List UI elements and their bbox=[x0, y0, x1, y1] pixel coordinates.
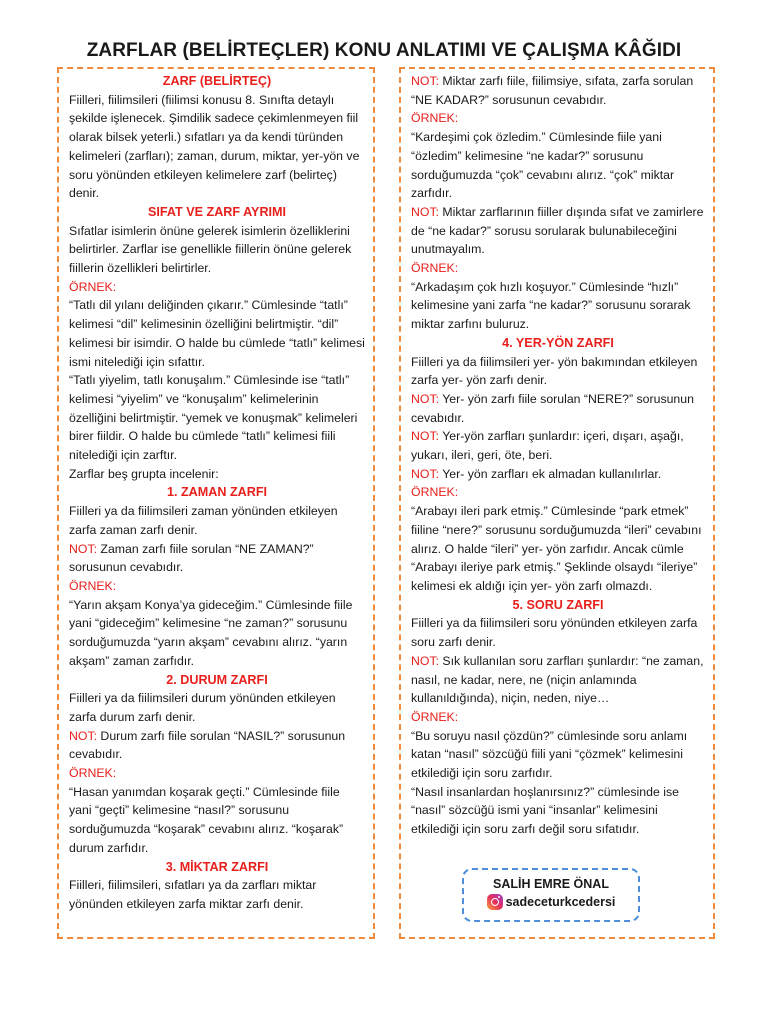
right-column bbox=[399, 67, 715, 939]
note-label: NOT: bbox=[69, 541, 98, 556]
note-text: Yer- yön zarfı fiile sorulan “NERE?” sorusunun cevabıdır. bbox=[411, 391, 694, 425]
note-text: Miktar zarfı fiile, fiilimsiye, sıfata, zarfa sorulan “NE KADAR?” sorusunun cevabıdır. bbox=[411, 74, 694, 107]
heading-miktar-zarfi: 3. MİKTAR ZARFI bbox=[165, 859, 269, 874]
paragraph-ayrim: Sıfatlar isimlerin önüne gelerek isimlerin özelliklerini belirtirler. Zarflar ise genellikle fiillerin önüne gelerek fiillerin özellikleri belirtirler. bbox=[69, 223, 352, 276]
note-label: NOT: bbox=[411, 653, 440, 668]
example-label: ÖRNEK: bbox=[69, 279, 117, 294]
note-soru-list bbox=[411, 652, 705, 708]
paragraph-groups: Zarflar beş grupta incelenir: bbox=[69, 466, 219, 481]
note-text: Sık kullanılan soru zarfları şunlardır: “ne zaman, nasıl, ne kadar, nere, ne (niçin anlamında kullanıldığında), niçin, neden, niye… bbox=[411, 653, 704, 706]
paragraph-zaman: Fiilleri ya da fiilimsileri zaman yönünden etkileyen zarfa zaman zarfı denir. bbox=[69, 504, 338, 537]
note-label: NOT: bbox=[411, 204, 440, 219]
note-yer-yon-question bbox=[411, 390, 705, 427]
note-miktar bbox=[411, 72, 705, 109]
heading-soru-zarfi: 5. SORU ZARFI bbox=[512, 597, 604, 612]
paragraph-durum: Fiilleri ya da fiilimsileri durum yönünden etkileyen zarfa durum zarfı denir. bbox=[69, 691, 336, 724]
paragraph-example-zaman: “Yarın akşam Konya’ya gideceğim.” Cümlesinde fiile yani “gideceğim” kelimesine “ne zaman?” sorusunu sorduğumuzda “yarın akşam” cevabını alırız. “yarın akşam” zaman zarfıdır. bbox=[69, 597, 353, 668]
instagram-handle: sadeceturkcedersi bbox=[505, 895, 616, 909]
note-text: Miktar zarflarının fiiller dışında sıfat ve zamirlere de “ne kadar?” sorusu sorularak bulunabileceğini unutmayalım. bbox=[411, 204, 704, 257]
note-label: NOT: bbox=[411, 429, 440, 444]
example-label: ÖRNEK: bbox=[411, 485, 459, 500]
example-label: ÖRNEK: bbox=[69, 766, 117, 781]
note-durum bbox=[69, 727, 365, 764]
paragraph-example-soru-sifati: “Nasıl insanlardan hoşlanırsınız?” cümlesinde ise “nasıl” sözcüğü ismi yani “insanlar” kelimesini etkilediği için soru zarfı değil soru sıfatıdır. bbox=[411, 784, 679, 837]
note-text: Durum zarfı fiile sorulan “NASIL?” sorusunun cevabıdır. bbox=[69, 728, 346, 762]
paragraph-example-soru-zarfi: “Bu soruyu nasıl çözdün?” cümlesinde soru anlamı katan “nasıl” sözcüğü fiili yani “çözmek” kelimesini etkilediği için soru zarfıdır. bbox=[411, 728, 688, 781]
paragraph-example-zarf: “Tatlı yiyelim, tatlı konuşalım.” Cümlesinde ise “tatlı” kelimesi “yiyelim” ve “konuşalım” kelimelerinin özelliğini belirtmiştir. “yemek ve konuşmak” kelimeleri birer fiildir. O halde bu cümlede “tatlı” kelimesi fiili nitelediği için zarftır. bbox=[69, 373, 358, 463]
heading-zaman-zarfi: 1. ZAMAN ZARFI bbox=[166, 485, 268, 500]
paragraph-soru: Fiilleri ya da fiilimsileri soru yönünden etkileyen zarfa soru zarfı denir. bbox=[411, 616, 698, 650]
paragraph-yer-yon: Fiilleri ya da fiilimsileri yer- yön bakımından etkileyen zarfa yer- yön zarfı denir. bbox=[411, 354, 698, 388]
note-yer-yon-suffix bbox=[411, 465, 705, 484]
page-title: ZARFLAR (BELİRTEÇLER) KONU ANLATIMI VE ÇALIŞMA KÂĞIDI bbox=[86, 40, 682, 61]
heading-yer-yon-zarfi: 4. YER-YÖN ZARFI bbox=[502, 335, 614, 350]
paragraph-example-yer-yon: “Arabayı ileri park etmiş.” Cümlesinde “park etmek” fiiline “nere?” sorusunu sorduğumuzda “ileri” cevabını alırız. O halde “ileri” yer- yön zarfıdır. Ancak cümle “Arabayı ileriye park etmiş.” Şeklinde olsaydı “ileriye” kelimesi ek aldığı için yer- yön zarfı olmazdı. bbox=[411, 504, 702, 593]
paragraph-example-miktar: “Kardeşimi çok özledim.” Cümlesinde fiile yani “özledim” kelimesine “ne kadar?” sorusunu sorduğumuzda “çok” cevabını alırız. “çok” miktar zarfıdır. bbox=[411, 130, 675, 201]
paragraph-definition: Fiilleri, fiilimsileri (fiilimsi konusu 8. Sınıfta detaylı şekilde işlenecek. Şimdilik sadece çekimlenmeyen fiil olarak bilsek yeterli.) sıfatları ya da kendi türünden kelimeleri (zarfları); zaman, durum, miktar, yer-yön ve soru yönünden etkileyen kelimelere zarf (belirteç) denir. bbox=[69, 92, 360, 201]
social-handle-row bbox=[464, 894, 638, 910]
note-text: Yer-yön zarfları şunlardır: içeri, dışarı, aşağı, yukarı, ileri, geri, öte, beri. bbox=[411, 429, 684, 463]
paragraph-example-sifat: “Tatlı dil yılanı deliğinden çıkarır.” Cümlesinde “tatlı” kelimesi “dil” kelimesinin özelliğini belirtmiştir. “dil” kelimesi bir isimdir. O halde bu cümlede “tatlı” kelimesi ismi nitelediği için sıfattır. bbox=[69, 298, 365, 369]
signature-box bbox=[462, 868, 640, 922]
author-name: SALİH EMRE ÖNAL bbox=[493, 877, 609, 891]
note-miktar-sifat bbox=[411, 203, 705, 259]
heading-sifat-zarf-ayrimi: SIFAT VE ZARF AYRIMI bbox=[147, 204, 287, 219]
note-text: Yer- yön zarfları ek almadan kullanılırlar. bbox=[439, 466, 662, 481]
heading-durum-zarfi: 2. DURUM ZARFI bbox=[166, 672, 268, 687]
example-label: ÖRNEK: bbox=[411, 111, 459, 126]
note-label: NOT: bbox=[411, 391, 440, 406]
note-label: NOT: bbox=[69, 728, 98, 743]
note-yer-yon-list bbox=[411, 427, 705, 464]
note-zaman bbox=[69, 540, 365, 577]
instagram-icon bbox=[487, 894, 503, 910]
note-label: NOT: bbox=[411, 466, 440, 481]
paragraph-miktar: Fiilleri, fiilimsileri, sıfatları ya da zarfları miktar yönünden etkileyen zarfa miktar zarfı denir. bbox=[69, 878, 317, 911]
note-text: Zaman zarfı fiile sorulan “NE ZAMAN?” sorusunun cevabıdır. bbox=[69, 541, 314, 575]
paragraph-example-durum: “Hasan yanımdan koşarak geçti.” Cümlesinde fiile yani “geçti” kelimesine “nasıl?” sorusunu sorduğumuzda “koşarak” cevabını alırız. “koşarak” durum zarfıdır. bbox=[69, 784, 344, 855]
left-column bbox=[57, 67, 375, 939]
heading-zarf: ZARF (BELİRTEÇ) bbox=[162, 74, 272, 88]
example-label: ÖRNEK: bbox=[411, 261, 459, 276]
example-label: ÖRNEK: bbox=[411, 709, 459, 724]
paragraph-example-miktar-2: “Arkadaşım çok hızlı koşuyor.” Cümlesinde “hızlı” kelimesine yani zarfa “ne kadar?” sorusunu sorarak miktar zarfını buluruz. bbox=[411, 279, 691, 332]
example-label: ÖRNEK: bbox=[69, 578, 117, 593]
note-label: NOT: bbox=[411, 74, 440, 88]
